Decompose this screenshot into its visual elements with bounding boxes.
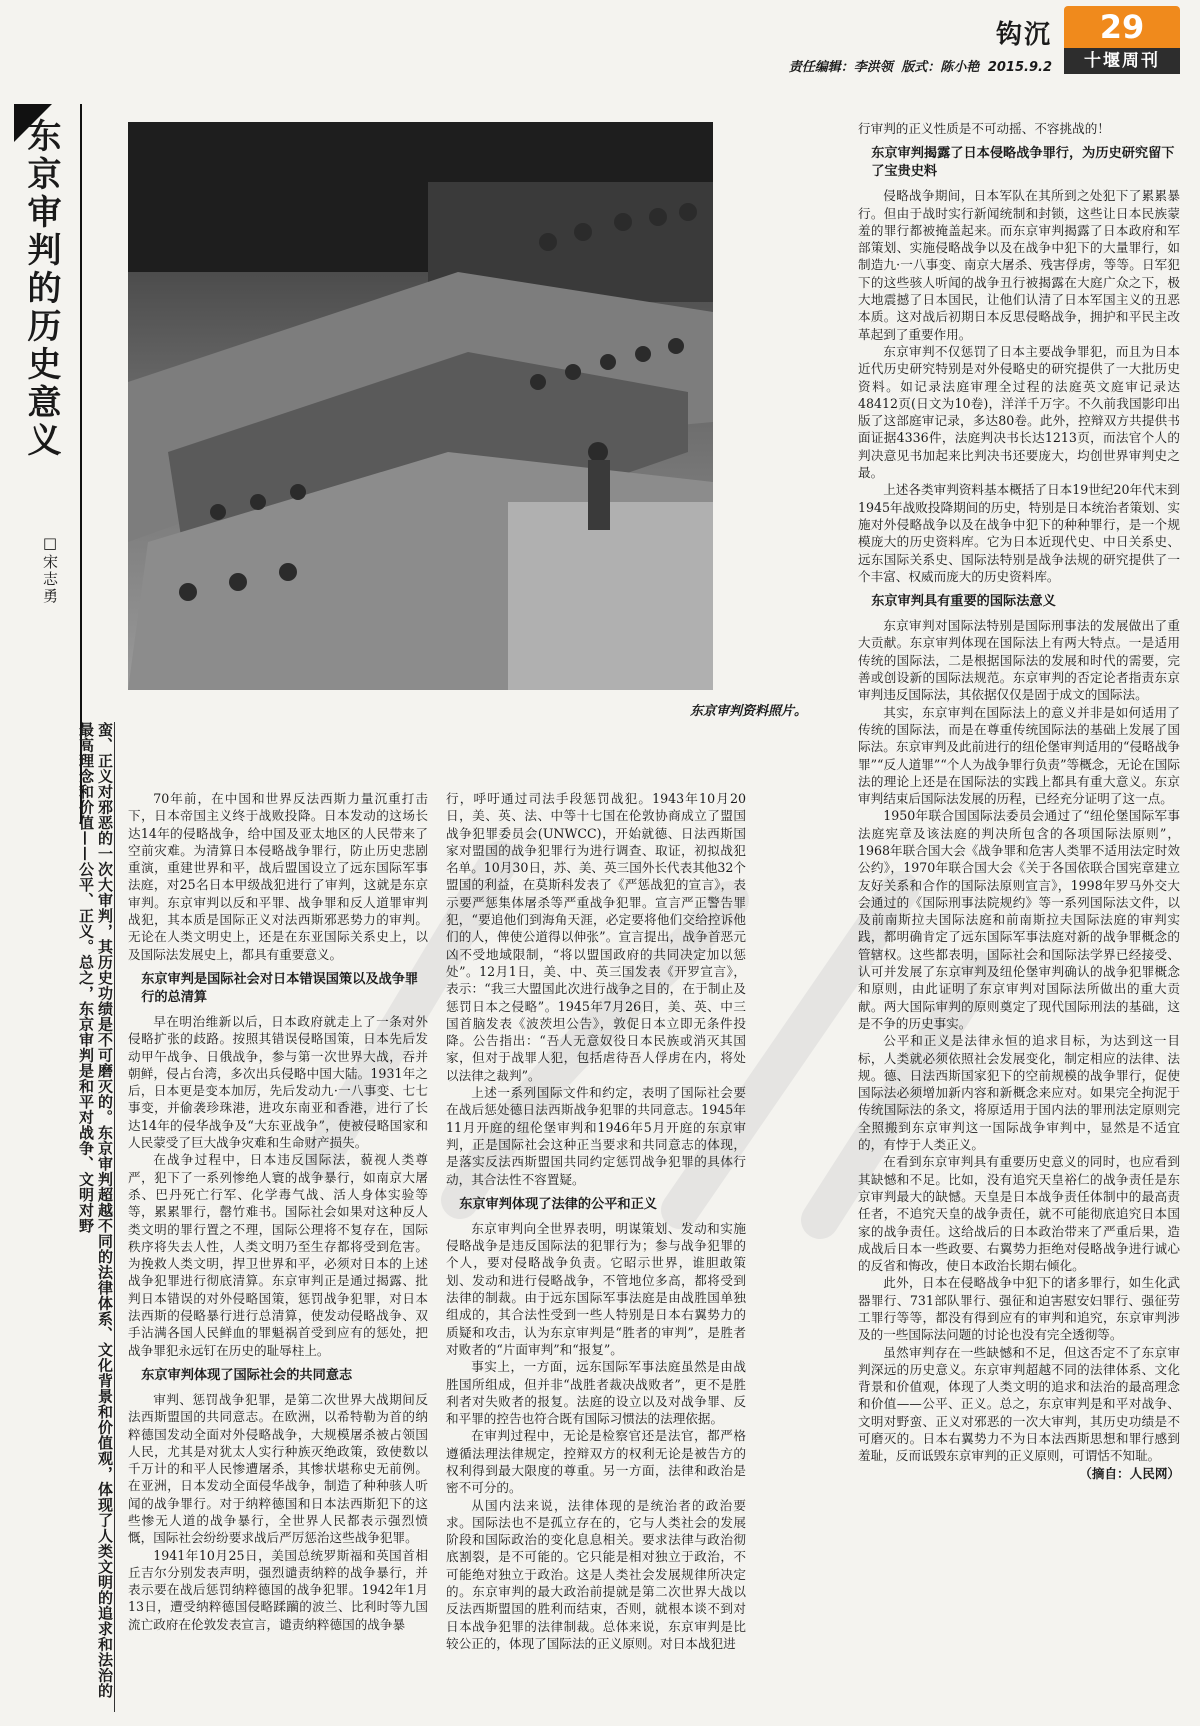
title-block [14,104,98,714]
paragraph: 从国内法来说，法律体现的是统治者的政治要求。国际法也不是孤立存在的，它与人类社会的发展阶段和国际政治的变化息息相关。要求法律与政治彻底割裂，是不可能的。它只能是相对独立于政治，不可能绝对独立于政治。这是人类社会发展规律所决定的。东京审判的最大政治前提就是第二次世界大战以反法西斯盟国的胜利而结束，否则，就根本谈不到对日本战争犯罪的法律制裁。总体来说，东京审判是比较公正的，体现了国际法的正义原则。对日本战犯进 [446,1497,746,1651]
page-number: 29 [1064,6,1180,48]
paragraph: 东京审判不仅惩罚了日本主要战争罪犯，而且为日本近代历史研究特别是对外侵略史的研究提供了一大批历史资料。如记录法庭审理全过程的法庭英文庭审记录达48412页(日文为10卷)，洋洋千万字。不久前我国影印出版了这部庭审记录，多达80卷。此外，控辩双方共提供书面证据4336件，法庭判决书长达1213页，而法官个人的判决意见书加起来比判决书还要庞大，均创世界审判史之最。 [858,343,1180,481]
paragraph: 在战争过程中，日本违反国际法，藐视人类尊严，犯下了一系列惨绝人寰的战争暴行，如南京大屠杀、巴丹死亡行军、化学毒气战、活人身体实验等等，累累罪行，罄竹难书。国际社会如果对这种反人类文明的罪行置之不理，国际公理将不复存在，国际秩序将失去人性，人类文明乃至生存都将受到危害。为挽救人类文明，捍卫世界和平，必须对日本的上述战争犯罪进行彻底清算。东京审判正是通过揭露、批判日本错误的对外侵略国策，惩罚战争犯罪，对日本法西斯的侵略暴行进行总清算，使发动侵略战争、双手沾满各国人民鲜血的罪魁祸首受到应有的惩处，把战争罪犯永远钉在历史的耻辱柱上。 [128,1152,428,1358]
text-column-1 [128,790,428,1715]
text-column-3 [858,120,1180,1715]
section-heading: 东京审判具有重要的国际法意义 [871,594,1056,610]
paragraph: 事实上，一方面，远东国际军事法庭虽然是由战胜国所组成，但并非“战胜者裁决战败者”，更不是胜利者对失败者的报复。法庭的设立以及对战争罪、反和平罪的控告也符合既有国际习惯法的法理依据。 [446,1359,746,1427]
photo-caption: 东京审判资料照片。 [690,704,808,719]
paragraph: 审判、惩罚战争犯罪，是第二次世界大战期间反法西斯盟国的共同意志。在欧洲，以希特勒为首的纳粹德国发动全面对外侵略战争，大规模屠杀被占领国人民，尤其是对犹太人实行种族灭绝政策，致使数以千万计的和平人民惨遭屠杀，其惨状堪称史无前例。在亚洲，日本发动全面侵华战争，制造了种种骇人听闻的战争罪行。对于纳粹德国和日本法西斯犯下的这些惨无人道的战争暴行，全世界人民都表示强烈愤慨，国际社会纷纷要求战后严厉惩治这些战争犯罪。 [128,1391,428,1546]
article-summary: 蛮、正义对邪恶的一次大审判，其历史功绩是不可磨灭的。东京审判超越不同的法律体系、文化背景和价值观，体现了人类文明的追求和法治的最高理念和价值——公平、正义。总之，东京审判是和平对战争、文明对野 [77,722,114,1699]
courtroom-photo [128,122,713,690]
paragraph: 侵略战争期间，日本军队在其所到之处犯下了累累暴行。但由于战时实行新闻统制和封锁，这些让日本民族蒙羞的罪行都被掩盖起来。而东京审判揭露了日本政府和军部策划、实施侵略战争以及在战争中犯下的大量罪行，如制造九·一八事变、南京大屠杀、残害俘虏，等等。日军犯下的这些骇人听闻的战争丑行被揭露在大庭广众之下，极大地震撼了日本国民，让他们认清了日本军国主义的丑恶本质。这对战后初期日本反思侵略战争，拥护和平民主改革起到了重要作用。 [858,188,1180,342]
paragraph: 早在明治维新以后，日本政府就走上了一条对外侵略扩张的歧路。按照其错误侵略国策，日本先后发动甲午战争、日俄战争，参与第一次世界大战，吞并朝鲜，侵占台湾，多次出兵侵略中国大陆。1931年之后，日本更是变本加厉，先后发动九·一八事变、七七事变，并偷袭珍珠港，进攻东南亚和香港，进行了长达14年的侵华战争及“大东亚战争”，使被侵略国家和人民蒙受了巨大战争灾难和生命财产损失。 [128,1013,428,1151]
paragraph: 上述各类审判资料基本概括了日本19世纪20年代末到1945年战败投降期间的历史，特别是日本统治者策划、实施对外侵略战争以及在战争中犯下的种种罪行，是一个规模庞大的历史资料库。它为日本近现代史、中日关系史、远东国际关系史、国际法特别是战争法规的研究提供了一个丰富、权威而庞大的历史资料库。 [858,482,1180,584]
article-author: □宋志勇 [41,534,59,605]
text-column-2 [446,790,746,1715]
paragraph: 行，呼吁通过司法手段惩罚战犯。1943年10月20日，美、英、法、中等十七国在伦敦协商成立了盟国战争犯罪委员会(UNWCC)，开始就德、日法西斯国家对盟国的战争犯罪行为进行调查、取证，初拟战犯名单。10月30日，苏、美、英三国外长代表其他32个盟国的利益，在莫斯科发表了《严惩战犯的宣言》，表示要严惩集体屠杀等严重战争犯罪。宣言严正警告罪犯，“要追他们到海角天涯，必定要将他们交给控诉他们的人，俾使公道得以伸张”。宣言提出，战争首恶元凶不受地域限制，“将以盟国政府的共同决定加以惩处”。12月1日，美、中、英三国发表《开罗宣言》，表示：“我三大盟国此次进行战争之目的，在于制止及惩罚日本之侵略”。1945年7月26日，美、英、中三国首脑发表《波茨坦公告》，敦促日本立即无条件投降。公告指出：“吾人无意奴役日本民族或消灭其国家，但对于战罪人犯，包括虐待吾人俘虏在内，将处以法律之裁判”。 [446,791,746,1083]
credits [785,56,1052,75]
layout-credit: 版式：陈小艳 [901,60,980,75]
page-number-box [1064,6,1180,76]
paragraph: 此外，日本在侵略战争中犯下的诸多罪行，如生化武器罪行、731部队罪行、强征和迫害慰安妇罪行、强征劳工罪行等等，都没有得到应有的审判和追究，东京审判涉及的一些国际法问题的讨论也没有完全透彻等。 [858,1275,1180,1343]
paragraph: 东京审判向全世界表明，明谋策划、发动和实施侵略战争是违反国际法的犯罪行为；参与战争犯罪的个人，要对侵略战争负责。它昭示世界，谁胆敢策划、发动和进行侵略战争，不管地位多高，都将受到法律的制裁。由于远东国际军事法庭是由战胜国单独组成的，其合法性受到一些人特别是日本右翼势力的质疑和攻击，认为东京审判是“胜者的审判”，是胜者对败者的“片面审判”和“报复”。 [446,1220,746,1357]
paragraph: 在看到东京审判具有重要历史意义的同时，也应看到其缺憾和不足。比如，没有追究天皇裕仁的战争责任是东京审判最大的缺憾。天皇是日本战争责任体制中的最高责任者，不追究天皇的战争责任，就不可能彻底追究日本国家的战争责任。这给战后的日本政治带来了严重后果，造成战后日本一些政要、右翼势力拒绝对侵略战争进行诚心的反省和悔改，使日本政治长期右倾化。 [858,1154,1180,1274]
paragraph: 70年前，在中国和世界反法西斯力量沉重打击下，日本帝国主义终于战败投降。日本发动的这场长达14年的侵略战争，给中国及亚太地区的人民带来了空前灾难。为清算日本侵略战争罪行，防止历史悲剧重演，重建世界和平，战后盟国设立了远东国际军事法庭，对25名日本甲级战犯进行了审判，这就是东京审判。东京审判以反和平罪、战争罪和反人道罪审判战犯，其本质是国际正义对法西斯邪恶势力的审判。无论在人类文明史上，还是在东亚国际关系史上，以及国际法发展史上，都具有重要意义。 [128,791,428,962]
article-title: 东京审判的历史意义 [21,118,61,460]
paragraph: 在审判过程中，无论是检察官还是法官，都严格遵循法理法律规定，控辩双方的权利无论是被告方的权利得到最大限度的尊重。另一方面，法律和政治是密不可分的。 [446,1428,746,1496]
paragraph: 虽然审判存在一些缺憾和不足，但这否定不了东京审判深远的历史意义。东京审判超越不同的法律体系、文化背景和价值观，体现了人类文明的追求和法治的最高理念和价值——公平、正义。总之，东京审判是和平对战争、文明对野蛮、正义对邪恶的一次大审判，其历史功绩是不可磨灭的。日本右翼势力不为日本法西斯思想和罪行感到羞耻，反而诋毁东京审判的正义原则，可谓恬不知耻。 [858,1344,1180,1464]
paragraph: 其实，东京审判在国际法上的意义并非是如何适用了传统的国际法，而是在尊重传统国际法的基础上发展了国际法。东京审判及此前进行的纽伦堡审判适用的“侵略战争罪”“反人道罪”“个人为战争罪行负责”等概念，无论在国际法的理论上还是在国际法的实践上都具有重大意义。东京审判结束后国际法发展的历程，已经充分证明了这一点。 [858,704,1180,807]
summary-divider [114,722,115,1712]
section-heading: 东京审判体现了法律的公平和正义 [459,1196,657,1212]
editor-credit: 责任编辑：李洪领 [788,60,893,75]
section-heading: 东京审判体现了国际社会的共同意志 [141,1367,353,1383]
issue-date: 2015.9.2 [987,60,1052,75]
paragraph: 东京审判对国际法特别是国际刑事法的发展做出了重大贡献。东京审判体现在国际法上有两大特点。一是适用传统的国际法，二是根据国际法的发展和时代的需要，完善或创设新的国际法规范。东京审判的否定论者指责东京审判违反国际法，其依据仅仅是固于成文的国际法。 [858,618,1180,703]
paper-name: 十堰周刊 [1064,48,1180,74]
paragraph: 上述一系列国际文件和约定，表明了国际社会要在战后惩处德日法西斯战争犯罪的共同意志。1945年11月开庭的纽伦堡审判和1946年5月开庭的东京审判，正是国际社会这种正当要求和共同意志的体现，是落实反法西斯盟国共同约定惩罚战争犯罪的具体行动，其合法性不容置疑。 [446,1085,746,1187]
section-heading: 东京审判是国际社会对日本错误国策以及战争罪行的总清算 [141,971,419,1005]
source-credit: （摘自：人民网） [1079,1465,1180,1481]
paragraph: 1950年联合国国际法委员会通过了“纽伦堡国际军事法庭宪章及该法庭的判决所包含的各项国际法原则”，1968年联合国大会《战争罪和危害人类罪不适用法定时效公约》，1970年联合国大会《关于各国依联合国宪章建立友好关系和合作的国际法原则宣言》，1998年罗马外交大会通过的《国际刑事法院规约》等一系列国际法文件，以及前南斯拉夫国际法庭和前南斯拉夫国际法庭的审判实践，都明确肯定了远东国际军事法庭对新的战争罪概念的管辖权。这些都表明，国际社会和国际法学界已经接受、认可并发展了东京审判及纽伦堡审判确认的战争犯罪概念和原则，由此证明了东京审判对国际法所做出的重大贡献。两大国际审判的原则奠定了现代国际刑法的基础，这是不争的历史事实。 [858,808,1180,1031]
title-divider [80,104,82,824]
section-title: 钩沉 [995,20,1052,50]
paragraph: 1941年10月25日，美国总统罗斯福和英国首相丘吉尔分别发表声明，强烈谴责纳粹的战争暴行，并表示要在战后惩罚纳粹德国的战争犯罪。1942年1月13日，遭受纳粹德国侵略蹂躏的波兰、比利时等九国流亡政府在伦敦发表宣言，谴责纳粹德国的战争暴 [128,1547,428,1632]
section-heading: 东京审判揭露了日本侵略战争罪行，为历史研究留下了宝贵史料 [871,146,1175,180]
paragraph: 行审判的正义性质是不可动摇、不容挑战的！ [858,121,1110,136]
paragraph: 公平和正义是法律永恒的追求目标，为达到这一目标，人类就必须依照社会发展变化，制定相应的法律、法规。德、日法西斯国家犯下的空前规模的战争罪行，促使国际法必须增加新内容和新概念来应对。如果完全拘泥于传统国际法的条文，将原适用于国内法的罪刑法定原则完全照搬到东京审判这一国际战争审判中，显然是不适宜的，有悖于人类正义。 [858,1033,1180,1153]
masthead [788,6,1180,76]
